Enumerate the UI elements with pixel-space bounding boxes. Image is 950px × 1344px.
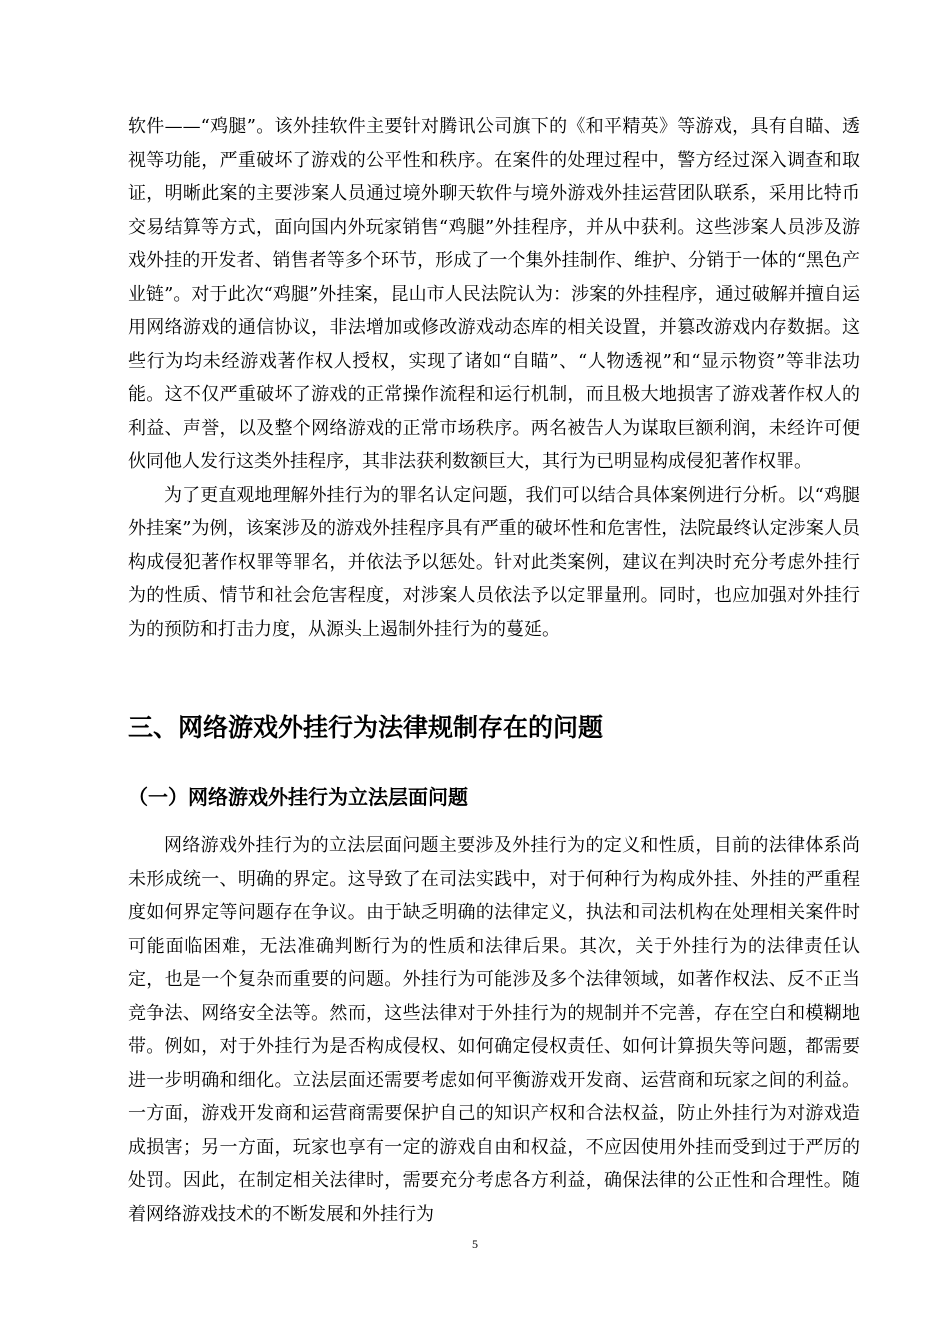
subsection-heading: （一）网络游戏外挂行为立法层面问题 bbox=[128, 785, 468, 809]
section-heading: 三、网络游戏外挂行为法律规制存在的问题 bbox=[128, 713, 604, 742]
paragraph-case-description: 软件——“鸡腿”。该外挂软件主要针对腾讯公司旗下的《和平精英》等游戏，具有自瞄、透视等功能，严重破坏了游戏的公平性和秩序。在案件的处理过程中，警方经过深入调查和取证，明晰此案的主要涉案人员通过境外聊天软件与境外游戏外挂运营团队联系，采用比特币交易结算等方式，面向国内外玩家销售“鸡腿”外挂程序，并从中获利。这些涉案人员涉及游戏外挂的开发者、销售者等多个环节，形成了一个集外挂制作、维护、分销于一体的“黑色产业链”。对于此次“鸡腿”外挂案，昆山市人民法院认为：涉案的外挂程序，通过破解并擅自运用网络游戏的通信协议，非法增加或修改游戏动态库的相关设置，并篡改游戏内存数据。这些行为均未经游戏著作权人授权，实现了诸如“自瞄”、“人物透视”和“显示物资”等非法功能。这不仅严重破坏了游戏的正常操作流程和运行机制，而且极大地损害了游戏著作权人的利益、声誉，以及整个网络游戏的正常市场秩序。两名被告人为谋取巨额利润，未经许可便伙同他人发行这类外挂程序，其非法获利数额巨大，其行为已明显构成侵犯著作权罪。 bbox=[128, 116, 860, 472]
paragraph-case-analysis: 为了更直观地理解外挂行为的罪名认定问题，我们可以结合具体案例进行分析。以“鸡腿外挂案”为例，该案涉及的游戏外挂程序具有严重的破坏性和危害性，法院最终认定涉案人员构成侵犯著作权罪等罪名，并依法予以惩处。针对此类案例，建议在判决时充分考虑外挂行为的性质、情节和社会危害程度，对涉案人员依法予以定罪量刑。同时，也应加强对外挂行为的预防和打击力度，从源头上遏制外挂行为的蔓延。 bbox=[128, 484, 860, 640]
body-text-top bbox=[128, 110, 860, 646]
body-text-bottom bbox=[128, 829, 860, 1231]
page-number: 5 bbox=[472, 1237, 478, 1251]
paragraph-legislative-issues: 网络游戏外挂行为的立法层面问题主要涉及外挂行为的定义和性质，目前的法律体系尚未形成统一、明确的界定。这导致了在司法实践中，对于何种行为构成外挂、外挂的严重程度如何界定等问题存在争议。由于缺乏明确的法律定义，执法和司法机构在处理相关案件时可能面临困难，无法准确判断行为的性质和法律后果。其次，关于外挂行为的法律责任认定，也是一个复杂而重要的问题。外挂行为可能涉及多个法律领域，如著作权法、反不正当竞争法、网络安全法等。然而，这些法律对于外挂行为的规制并不完善，存在空白和模糊地带。例如，对于外挂行为是否构成侵权、如何确定侵权责任、如何计算损失等问题，都需要进一步明确和细化。立法层面还需要考虑如何平衡游戏开发商、运营商和玩家之间的利益。一方面，游戏开发商和运营商需要保护自己的知识产权和合法权益，防止外挂行为对游戏造成损害；另一方面，玩家也享有一定的游戏自由和权益，不应因使用外挂而受到过于严厉的处罚。因此，在制定相关法律时，需要充分考虑各方利益，确保法律的公正性和合理性。随着网络游戏技术的不断发展和外挂行为 bbox=[128, 835, 860, 1225]
